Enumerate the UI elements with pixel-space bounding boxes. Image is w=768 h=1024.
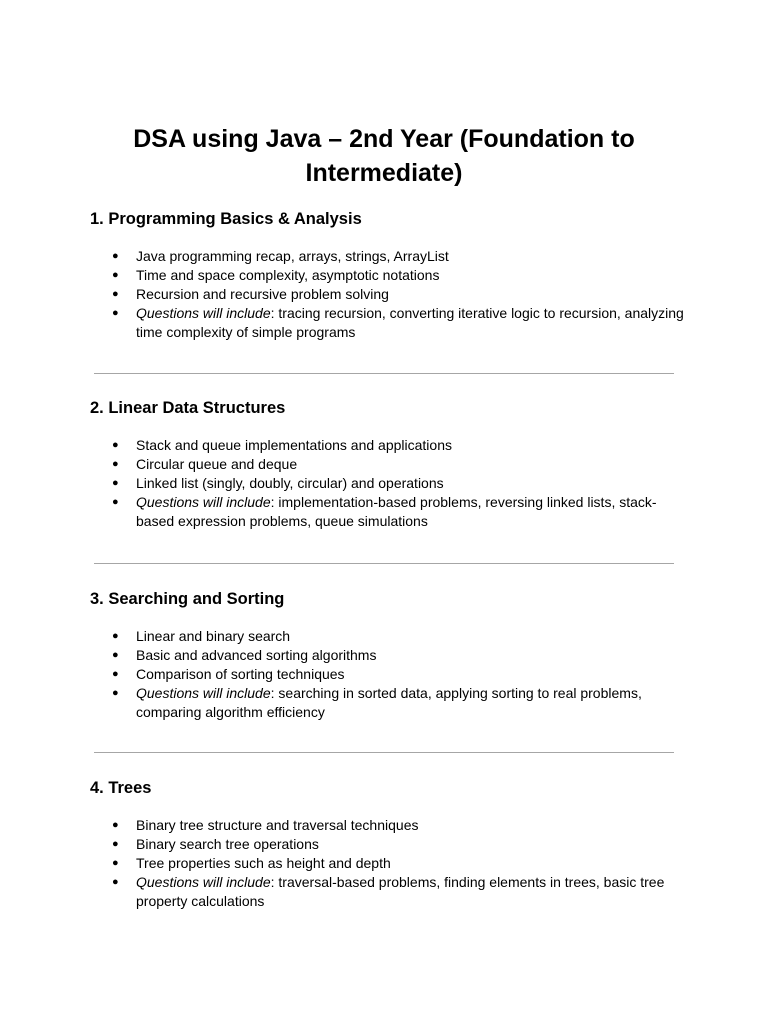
bullet-icon: ● [112, 458, 119, 470]
list-item: ● Tree properties such as height and depth [112, 855, 391, 871]
section-divider [94, 563, 674, 564]
section-heading: 2. Linear Data Structures [90, 399, 286, 417]
section-divider [94, 752, 674, 753]
questions-item [90, 304, 684, 342]
section-programming-basics [90, 209, 690, 342]
bullet-icon: ● [112, 496, 119, 508]
bullet-list [90, 627, 690, 722]
bullet-icon: ● [112, 439, 119, 451]
questions-label: Questions will include [136, 494, 271, 510]
list-item: ● Time and space complexity, asymptotic notations [112, 267, 440, 283]
bullet-icon: ● [112, 819, 119, 831]
bullet-icon: ● [112, 876, 119, 888]
bullet-icon: ● [112, 307, 119, 319]
bullet-icon: ● [112, 838, 119, 850]
questions-item [90, 493, 684, 531]
bullet-list [90, 436, 690, 531]
list-item: ● Linked list (singly, doubly, circular) and operations [112, 475, 444, 491]
list-item: ● Recursion and recursive problem solving [112, 286, 389, 302]
section-divider [94, 373, 674, 374]
section-linear-data-structures [90, 398, 690, 531]
bullet-icon: ● [112, 857, 119, 869]
bullet-icon: ● [112, 630, 119, 642]
bullet-icon: ● [112, 649, 119, 661]
questions-text: : tracing recursion, converting iterative logic to recursion, analyzing time complexity of simple programs [136, 305, 684, 340]
section-heading: 4. Trees [90, 779, 152, 797]
questions-text: : traversal-based problems, finding elements in trees, basic tree property calculations [136, 874, 665, 909]
bullet-icon: ● [112, 250, 119, 262]
section-heading: 3. Searching and Sorting [90, 590, 285, 608]
list-item: ● Stack and queue implementations and applications [112, 437, 452, 453]
list-item: ● Binary tree structure and traversal techniques [112, 817, 419, 833]
bullet-list [90, 816, 690, 911]
bullet-icon: ● [112, 269, 119, 281]
list-item: ● Comparison of sorting techniques [112, 666, 345, 682]
document-title: DSA using Java – 2nd Year (Foundation to Intermediate) [133, 125, 635, 187]
list-item: ● Linear and binary search [112, 628, 291, 644]
bullet-list [90, 247, 690, 342]
list-item: ● Basic and advanced sorting algorithms [112, 647, 377, 663]
section-searching-sorting [90, 589, 690, 722]
questions-item [90, 684, 684, 722]
questions-text: : searching in sorted data, applying sorting to real problems, comparing algorithm efficiency [136, 685, 642, 720]
list-item: ● Binary search tree operations [112, 836, 319, 852]
section-heading: 1. Programming Basics & Analysis [90, 210, 362, 228]
questions-label: Questions will include [136, 685, 271, 701]
questions-label: Questions will include [136, 305, 271, 321]
list-item: ● Java programming recap, arrays, strings, ArrayList [112, 248, 449, 264]
bullet-icon: ● [112, 687, 119, 699]
questions-item [90, 873, 684, 911]
bullet-icon: ● [112, 288, 119, 300]
bullet-icon: ● [112, 477, 119, 489]
list-item: ● Circular queue and deque [112, 456, 298, 472]
questions-text: : implementation-based problems, reversing linked lists, stack-based expression problems, queue simulations [136, 494, 657, 529]
questions-label: Questions will include [136, 874, 271, 890]
bullet-icon: ● [112, 668, 119, 680]
section-trees [90, 778, 690, 911]
